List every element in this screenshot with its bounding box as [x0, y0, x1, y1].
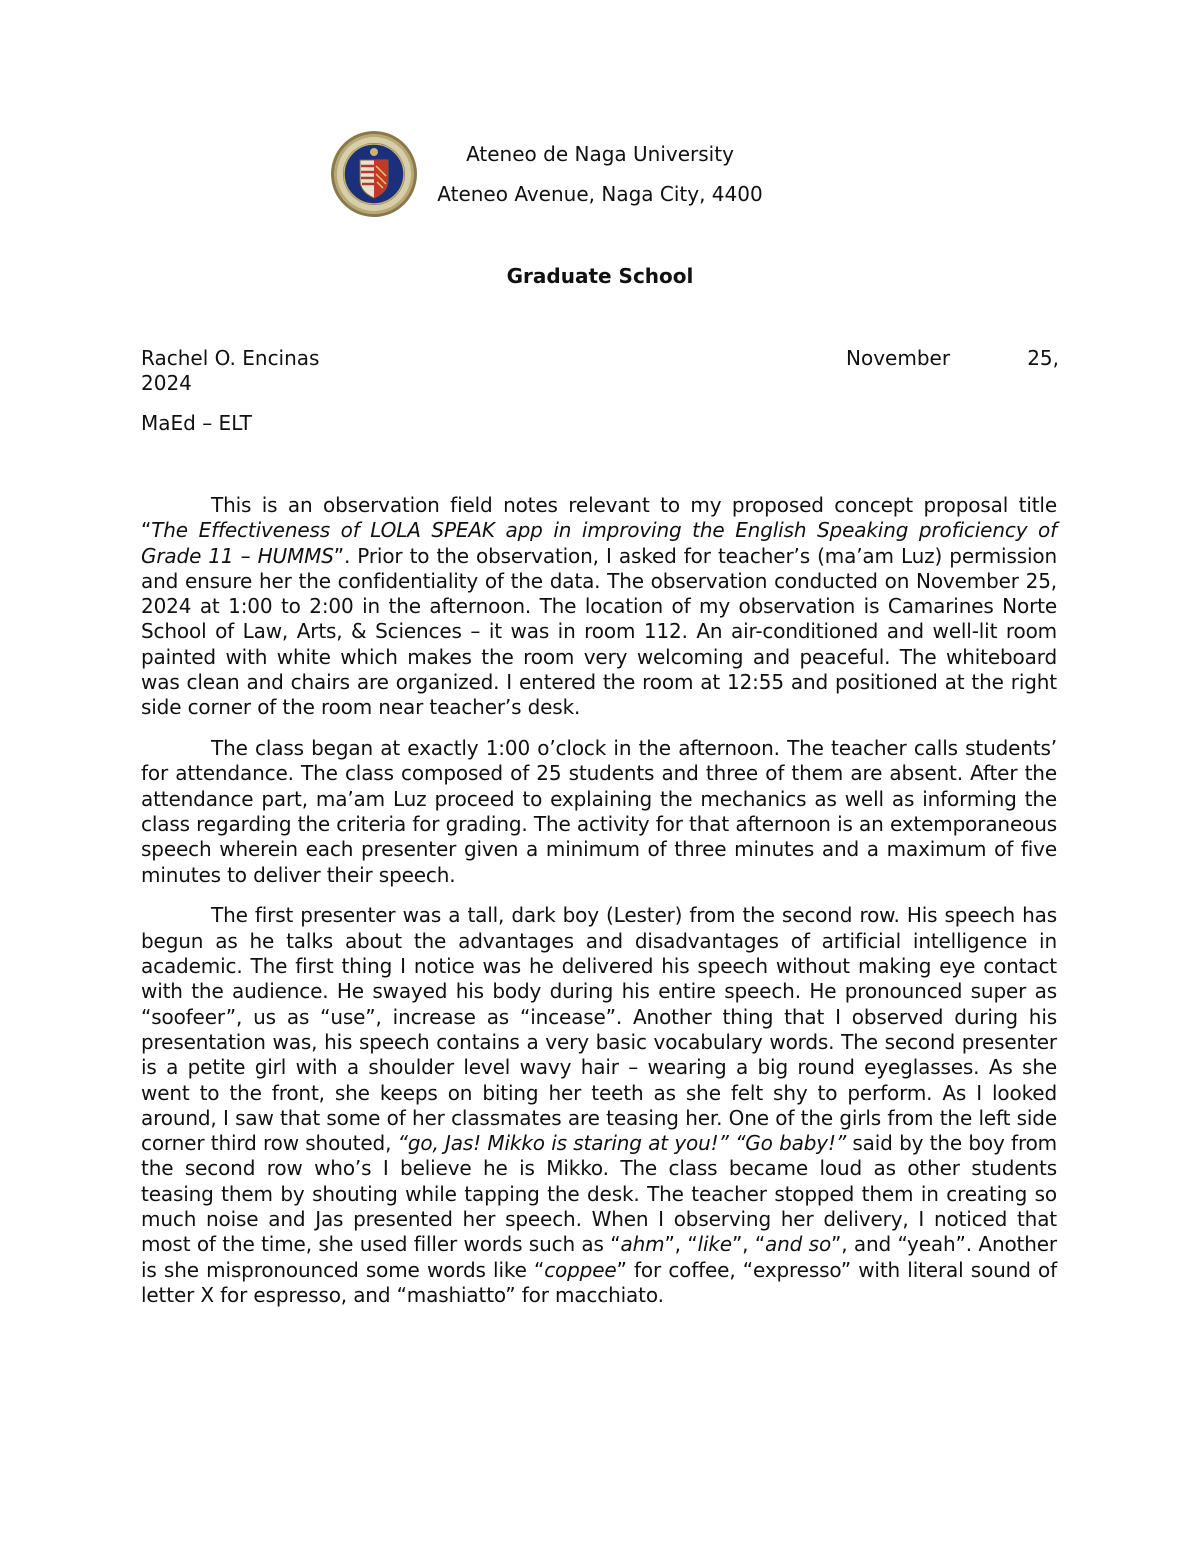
paragraph-3-text-c: said by the boy from the second row who’s I believe he is Mikko. The class became loud as other students teasing them by shouting while tapping the desk. The teacher stopped them in creating so much noise and Jas presented her speech. When I observing her delivery, I noticed that most of the time, she used filler words such as “ [141, 1131, 1057, 1257]
paragraph-3-text-g: ”, “ [731, 1232, 766, 1257]
school-title: Graduate School [506, 264, 694, 288]
filler-word-ahm: ahm [620, 1232, 665, 1257]
date-year: 2024 [141, 371, 192, 395]
program: MaEd – ELT [141, 411, 252, 435]
filler-word-like: like [697, 1232, 732, 1257]
date-month: November [846, 346, 951, 370]
date-day: 25, [1027, 346, 1059, 370]
paragraph-3-text-i: ”, and “yeah”. Another is she mispronounced some words like “ [141, 1232, 1057, 1282]
paragraph-3-text-k: ” for coffee, “expresso” with literal sound of letter X for espresso, and “mashiatto” for macchiato. [141, 1257, 1057, 1307]
author-date-block [141, 346, 1059, 396]
mispronounced-coppee: coppee [544, 1257, 617, 1282]
author-name: Rachel O. Encinas [141, 346, 320, 370]
paragraph-1-text-a: This is an observation field notes relevant to my proposed concept proposal title “ [141, 493, 1057, 543]
university-address: Ateneo Avenue, Naga City, 4400 [437, 182, 763, 206]
date [846, 346, 1059, 371]
document-body [141, 493, 1057, 1324]
filler-word-and-so: and so [765, 1232, 832, 1257]
paragraph-1 [141, 493, 1057, 721]
quoted-shout: “go, Jas! Mikko is staring at you!” “Go baby!” [397, 1131, 847, 1156]
paragraph-3-text-a: The first presenter was a tall, dark boy (Lester) from the second row. His speech has begun as he talks about the advantages and disadvantages of artificial intelligence in academic. The first thing I notice was he delivered his speech without making eye contact with the audience. He swayed his body during his entire speech. He pronounced super as “soofeer”, us as “use”, increase as “incease”. Another thing that I observed during his presentation was, his speech contains a very basic vocabulary words. The second presenter is a petite girl with a shoulder level wavy hair – wearing a big round eyeglasses. As she went to the front, she keeps on biting her teeth as she felt shy to perform. As I looked around, I saw that some of her classmates are teasing her. One of the girls from the left side corner third row shouted, [141, 903, 1057, 1156]
proposal-title: The Effectiveness of LOLA SPEAK app in improving the English Speaking proficiency of Grade 11 – HUMMS [141, 518, 1057, 568]
paragraph-2: The class began at exactly 1:00 o’clock in the afternoon. The teacher calls students’ for attendance. The class composed of 25 students and three of them are absent. After the attendance part, ma’am Luz proceed to explaining the mechanics as well as informing the class regarding the criteria for grading. The activity for that afternoon is an extemporaneous speech wherein each presenter given a minimum of three minutes and a maximum of five minutes to deliver their speech. [141, 736, 1057, 887]
university-name: Ateneo de Naga University [466, 142, 734, 166]
paragraph-3 [141, 903, 1057, 1308]
paragraph-1-text-c: ”. Prior to the observation, I asked for teacher’s (ma’am Luz) permission and ensure her the confidentiality of the data. The observation conducted on November 25, 2024 at 1:00 to 2:00 in the afternoon. The location of my observation is Camarines Norte School of Law, Arts, & Sciences – it was in room 112. An air-conditioned and well-lit room painted with white which makes the room very welcoming and peaceful. The whiteboard was clean and chairs are organized. I entered the room at 12:55 and positioned at the right side corner of the room near teacher’s desk. [141, 543, 1057, 720]
paragraph-3-text-e: ”, “ [664, 1232, 698, 1257]
